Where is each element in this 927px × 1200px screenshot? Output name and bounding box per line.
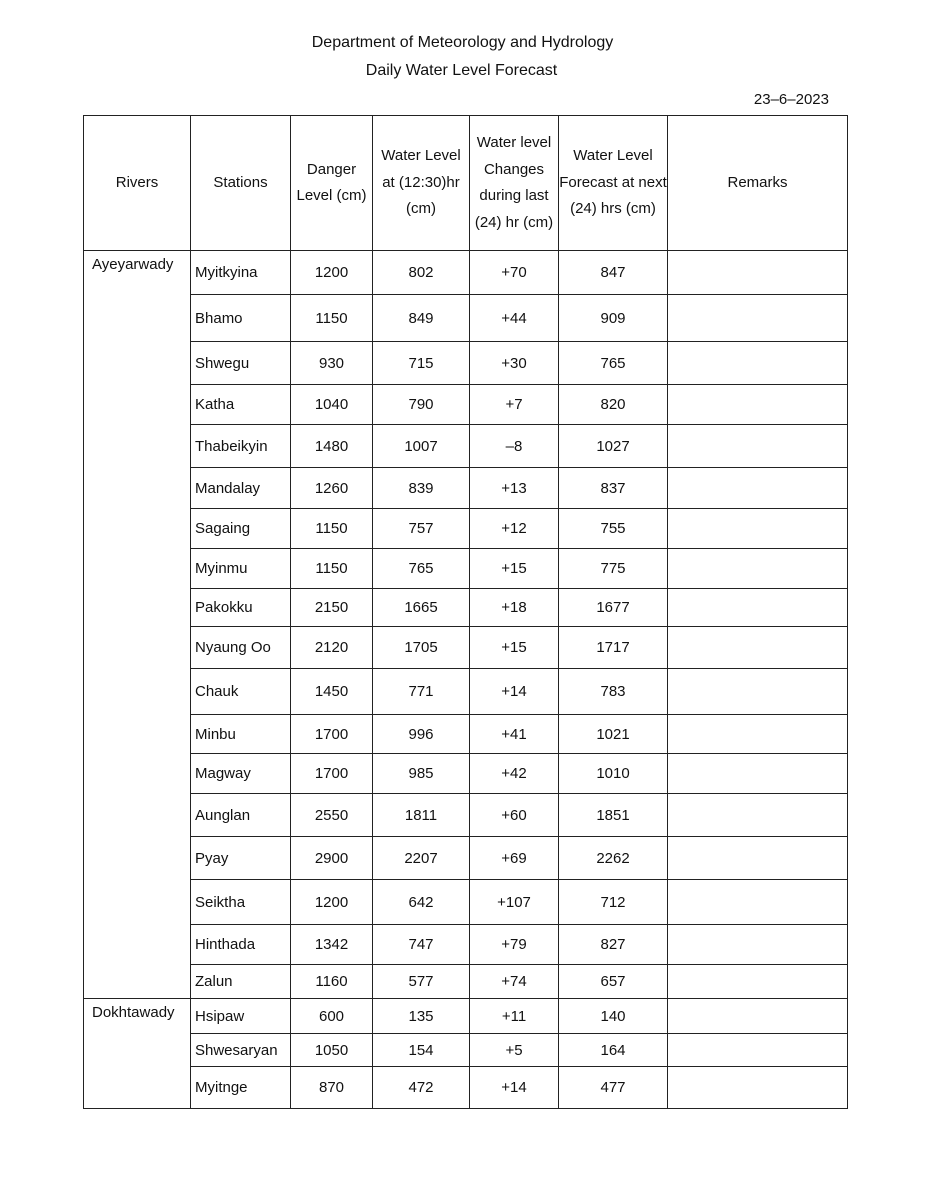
- remarks-cell: [668, 715, 848, 754]
- level-change-cell: +30: [470, 342, 559, 385]
- station-cell: Pyay: [191, 837, 291, 880]
- danger-level-cell: 1700: [291, 754, 373, 794]
- level-change-cell: +15: [470, 549, 559, 589]
- table-row: [84, 251, 848, 295]
- water-level-cell: 715: [373, 342, 470, 385]
- forecast-cell: 820: [559, 385, 668, 425]
- table-row: [84, 627, 848, 669]
- column-header-level-changes: Water level Changes during last (24) hr (cm): [470, 116, 559, 251]
- station-cell: Shwegu: [191, 342, 291, 385]
- level-change-cell: +107: [470, 880, 559, 925]
- water-level-cell: 135: [373, 999, 470, 1034]
- water-level-cell: 577: [373, 965, 470, 999]
- level-change-cell: +12: [470, 509, 559, 549]
- forecast-cell: 783: [559, 669, 668, 715]
- water-level-table: [83, 115, 848, 1109]
- level-change-cell: +11: [470, 999, 559, 1034]
- forecast-cell: 837: [559, 468, 668, 509]
- station-cell: Myinmu: [191, 549, 291, 589]
- water-level-cell: 472: [373, 1067, 470, 1109]
- column-header-stations: Stations: [191, 116, 291, 251]
- remarks-cell: [668, 880, 848, 925]
- danger-level-cell: 1260: [291, 468, 373, 509]
- forecast-cell: 909: [559, 295, 668, 342]
- danger-level-cell: 2120: [291, 627, 373, 669]
- table-row: [84, 754, 848, 794]
- remarks-cell: [668, 342, 848, 385]
- station-cell: Hsipaw: [191, 999, 291, 1034]
- water-level-cell: 802: [373, 251, 470, 295]
- table-row: [84, 385, 848, 425]
- remarks-cell: [668, 509, 848, 549]
- forecast-cell: 1021: [559, 715, 668, 754]
- table-row: [84, 589, 848, 627]
- station-cell: Katha: [191, 385, 291, 425]
- table-row: [84, 794, 848, 837]
- forecast-cell: 164: [559, 1034, 668, 1067]
- remarks-cell: [668, 669, 848, 715]
- danger-level-cell: 1150: [291, 295, 373, 342]
- station-cell: Nyaung Oo: [191, 627, 291, 669]
- danger-level-cell: 600: [291, 999, 373, 1034]
- water-level-cell: 985: [373, 754, 470, 794]
- danger-level-cell: 1050: [291, 1034, 373, 1067]
- danger-level-cell: 1200: [291, 880, 373, 925]
- water-level-cell: 1705: [373, 627, 470, 669]
- forecast-cell: 847: [559, 251, 668, 295]
- station-cell: Myitnge: [191, 1067, 291, 1109]
- level-change-cell: +42: [470, 754, 559, 794]
- forecast-cell: 140: [559, 999, 668, 1034]
- remarks-cell: [668, 754, 848, 794]
- forecast-cell: 1677: [559, 589, 668, 627]
- water-level-cell: 1665: [373, 589, 470, 627]
- remarks-cell: [668, 965, 848, 999]
- remarks-cell: [668, 999, 848, 1034]
- station-cell: Thabeikyin: [191, 425, 291, 468]
- table-row: [84, 925, 848, 965]
- water-level-cell: 996: [373, 715, 470, 754]
- remarks-cell: [668, 837, 848, 880]
- water-level-cell: 642: [373, 880, 470, 925]
- table-row: [84, 468, 848, 509]
- level-change-cell: +44: [470, 295, 559, 342]
- table-body: [84, 251, 848, 1109]
- water-level-cell: 1811: [373, 794, 470, 837]
- danger-level-cell: 1480: [291, 425, 373, 468]
- remarks-cell: [668, 925, 848, 965]
- column-header-water-level: Water Level at (12:30)hr (cm): [373, 116, 470, 251]
- river-name-cell: Dokhtawady: [84, 999, 191, 1109]
- danger-level-cell: 1200: [291, 251, 373, 295]
- water-level-cell: 771: [373, 669, 470, 715]
- forecast-cell: 1027: [559, 425, 668, 468]
- table-row: [84, 999, 848, 1034]
- river-name-cell: Ayeyarwady: [84, 251, 191, 999]
- water-level-cell: 765: [373, 549, 470, 589]
- remarks-cell: [668, 295, 848, 342]
- remarks-cell: [668, 589, 848, 627]
- level-change-cell: +74: [470, 965, 559, 999]
- level-change-cell: +70: [470, 251, 559, 295]
- danger-level-cell: 870: [291, 1067, 373, 1109]
- level-change-cell: +14: [470, 1067, 559, 1109]
- station-cell: Mandalay: [191, 468, 291, 509]
- station-cell: Myitkyina: [191, 251, 291, 295]
- water-level-cell: 757: [373, 509, 470, 549]
- forecast-cell: 1717: [559, 627, 668, 669]
- forecast-cell: 477: [559, 1067, 668, 1109]
- danger-level-cell: 1700: [291, 715, 373, 754]
- column-header-remarks: Remarks: [668, 116, 848, 251]
- water-level-cell: 849: [373, 295, 470, 342]
- station-cell: Zalun: [191, 965, 291, 999]
- danger-level-cell: 1450: [291, 669, 373, 715]
- danger-level-cell: 1040: [291, 385, 373, 425]
- remarks-cell: [668, 468, 848, 509]
- level-change-cell: +7: [470, 385, 559, 425]
- table-row: [84, 837, 848, 880]
- level-change-cell: +15: [470, 627, 559, 669]
- column-header-forecast: Water Level Forecast at next (24) hrs (cm): [559, 116, 668, 251]
- forecast-cell: 765: [559, 342, 668, 385]
- water-level-cell: 154: [373, 1034, 470, 1067]
- header-row: [84, 116, 848, 251]
- table-row: [84, 715, 848, 754]
- station-cell: Hinthada: [191, 925, 291, 965]
- page-title: Department of Meteorology and Hydrology: [311, 34, 614, 51]
- level-change-cell: +41: [470, 715, 559, 754]
- remarks-cell: [668, 1034, 848, 1067]
- forecast-cell: 755: [559, 509, 668, 549]
- station-cell: Sagaing: [191, 509, 291, 549]
- water-level-cell: 747: [373, 925, 470, 965]
- table-row: [84, 965, 848, 999]
- danger-level-cell: 1342: [291, 925, 373, 965]
- station-cell: Pakokku: [191, 589, 291, 627]
- column-header-rivers: Rivers: [84, 116, 191, 251]
- water-level-cell: 2207: [373, 837, 470, 880]
- forecast-cell: 827: [559, 925, 668, 965]
- table-row: [84, 549, 848, 589]
- station-cell: Magway: [191, 754, 291, 794]
- remarks-cell: [668, 385, 848, 425]
- danger-level-cell: 930: [291, 342, 373, 385]
- level-change-cell: –8: [470, 425, 559, 468]
- forecast-cell: 657: [559, 965, 668, 999]
- forecast-cell: 1851: [559, 794, 668, 837]
- level-change-cell: +18: [470, 589, 559, 627]
- danger-level-cell: 1150: [291, 509, 373, 549]
- remarks-cell: [668, 1067, 848, 1109]
- station-cell: Bhamo: [191, 295, 291, 342]
- remarks-cell: [668, 251, 848, 295]
- remarks-cell: [668, 794, 848, 837]
- station-cell: Shwesaryan: [191, 1034, 291, 1067]
- level-change-cell: +79: [470, 925, 559, 965]
- table-row: [84, 1034, 848, 1067]
- table-row: [84, 425, 848, 468]
- station-cell: Chauk: [191, 669, 291, 715]
- danger-level-cell: 1160: [291, 965, 373, 999]
- remarks-cell: [668, 627, 848, 669]
- level-change-cell: +60: [470, 794, 559, 837]
- level-change-cell: +14: [470, 669, 559, 715]
- remarks-cell: [668, 549, 848, 589]
- column-header-danger-level: Danger Level (cm): [291, 116, 373, 251]
- level-change-cell: +69: [470, 837, 559, 880]
- table-row: [84, 295, 848, 342]
- forecast-cell: 2262: [559, 837, 668, 880]
- forecast-cell: 775: [559, 549, 668, 589]
- level-change-cell: +13: [470, 468, 559, 509]
- level-change-cell: +5: [470, 1034, 559, 1067]
- water-level-cell: 1007: [373, 425, 470, 468]
- danger-level-cell: 2550: [291, 794, 373, 837]
- forecast-cell: 1010: [559, 754, 668, 794]
- table-row: [84, 1067, 848, 1109]
- page-subtitle: Daily Water Level Forecast: [365, 62, 558, 79]
- station-cell: Minbu: [191, 715, 291, 754]
- table-row: [84, 509, 848, 549]
- danger-level-cell: 2150: [291, 589, 373, 627]
- table-row: [84, 669, 848, 715]
- water-level-cell: 790: [373, 385, 470, 425]
- table-row: [84, 880, 848, 925]
- danger-level-cell: 2900: [291, 837, 373, 880]
- remarks-cell: [668, 425, 848, 468]
- station-cell: Aunglan: [191, 794, 291, 837]
- water-level-cell: 839: [373, 468, 470, 509]
- forecast-cell: 712: [559, 880, 668, 925]
- station-cell: Seiktha: [191, 880, 291, 925]
- report-date: 23–6–2023: [753, 91, 829, 108]
- table-row: [84, 342, 848, 385]
- danger-level-cell: 1150: [291, 549, 373, 589]
